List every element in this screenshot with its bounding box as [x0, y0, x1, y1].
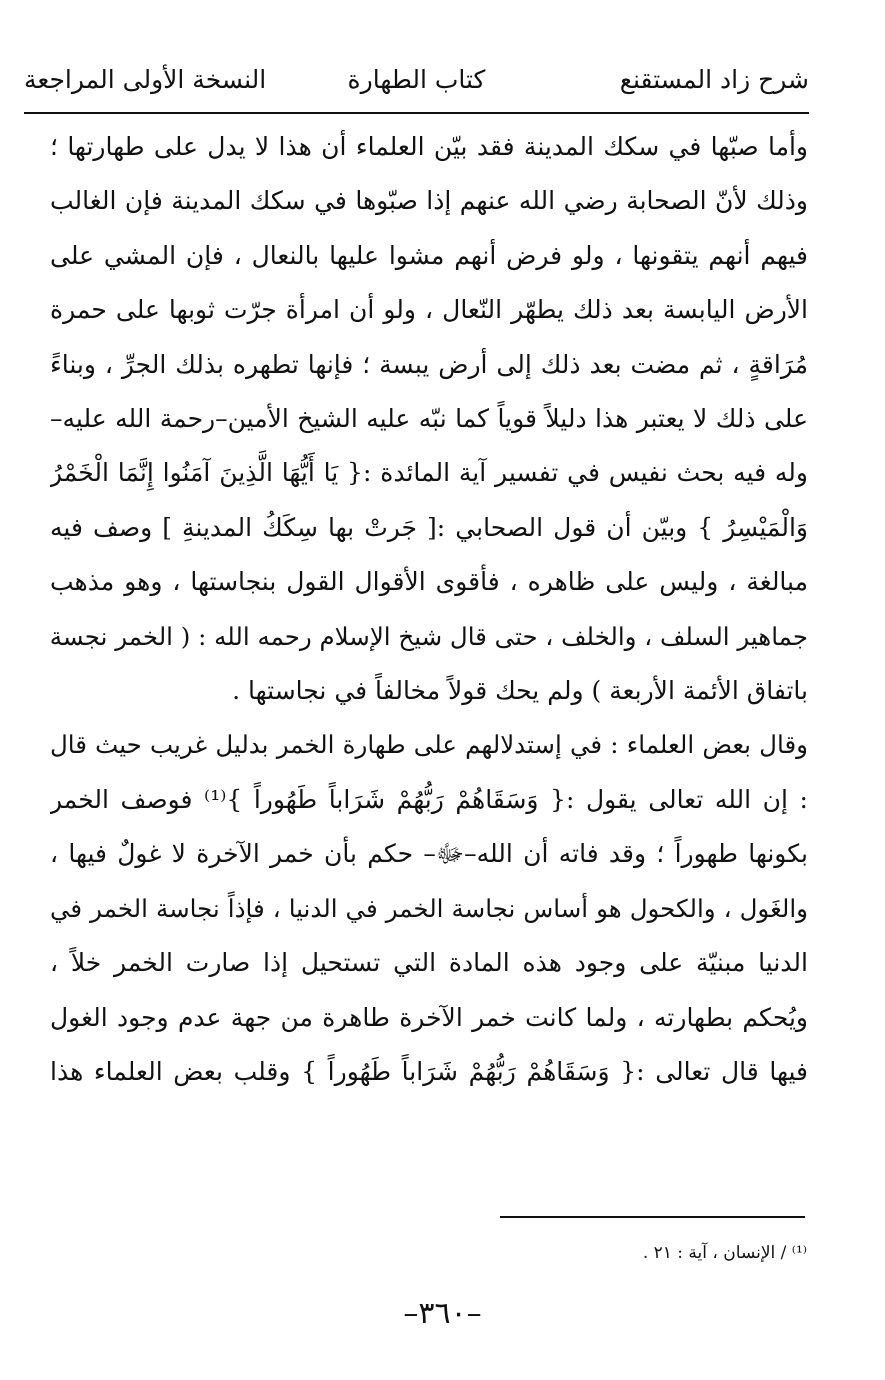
footnote: ⁽¹⁾ / الإنسان ، آية : ٢١ .: [642, 1243, 807, 1263]
edition-note: النسخة الأولى المراجعة: [24, 65, 267, 94]
page-number: –٣٦٠–: [403, 1296, 482, 1331]
body-text: [50, 120, 808, 1099]
book-title: شرح زاد المستقنع: [619, 65, 809, 94]
body-line: وقال بعض العلماء : في إستدلالهم على طهارة الخمر بدليل غريب حيث قال: [50, 730, 808, 760]
body-line: جماهير السلف ، والخلف ، حتى قال شيخ الإسلام رحمه الله : ( الخمر نجسة: [50, 621, 808, 651]
body-line: : إن الله تعالى يقول :{ وَسَقَاهُمْ رَبُّهُمْ شَرَاباً طَهُوراً }⁽¹⁾ فوصف الخمر: [50, 784, 808, 814]
footnote-divider: [500, 1216, 805, 1218]
body-line: فيها قال تعالى :{ وَسَقَاهُمْ رَبُّهُمْ شَرَاباً طَهُوراً } وقلب بعض العلماء هذا: [50, 1056, 808, 1086]
header-divider: [24, 112, 809, 114]
body-line: وله فيه بحث نفيس في تفسير آية المائدة :{ يَا أَيُّهَا الَّذِينَ آمَنُوا إِنَّمَا الْخَمْرُ: [50, 458, 808, 488]
body-line: الأرض اليابسة بعد ذلك يطهّر النّعال ، ولو أن امرأة جرّت ثوبها على حمرة: [50, 295, 808, 325]
body-line: باتفاق الأئمة الأربعة ) ولم يحك قولاً مخالفاً في نجاستها .: [232, 676, 808, 706]
chapter-title: كتاب الطهارة: [347, 65, 486, 94]
body-line: ويُحكم بطهارته ، ولما كانت خمر الآخرة طاهرة من جهة عدم وجود الغول: [50, 1002, 808, 1032]
running-header: [24, 58, 809, 108]
body-line: الدنيا مبنيّة على وجود هذه المادة التي تستحيل إذا صارت الخمر خلاً ،: [50, 948, 808, 978]
body-line: على ذلك لا يعتبر هذا دليلاً قوياً كما نبّه عليه الشيخ الأمين–رحمة الله عليه–: [50, 404, 808, 434]
body-line: مُرَاقةٍ ، ثم مضت بعد ذلك إلى أرض يبسة ؛ فإنها تطهره بذلك الجرِّ ، وبناءً: [50, 349, 808, 379]
body-line: مبالغة ، وليس على ظاهره ، فأقوى الأقوال القول بنجاستها ، وهو مذهب: [50, 567, 808, 597]
body-line: بكونها طهوراً ؛ وقد فاته أن الله–ﷻ– حكم بأن خمر الآخرة لا غولٌ فيها ،: [50, 839, 808, 869]
body-line: وَالْمَيْسِرُ } وبيّن أن قول الصحابي :[ جَرتْ بها سِكَكُ المدينةِ ] وصف فيه: [50, 512, 808, 542]
body-line: والغَول ، والكحول هو أساس نجاسة الخمر في الدنيا ، فإذاً نجاسة الخمر في: [50, 893, 808, 923]
body-line: وأما صبّها في سكك المدينة فقد بيّن العلماء أن هذا لا يدل على طهارتها ؛: [50, 132, 808, 161]
body-line: فيهم أنهم يتقونها ، ولو فرض أنهم مشوا عليها بالنعال ، فإن المشي على: [50, 240, 808, 270]
body-line: وذلك لأنّ الصحابة رضي الله عنهم إذا صبّوها في سكك المدينة فإن الغالب: [50, 186, 808, 216]
